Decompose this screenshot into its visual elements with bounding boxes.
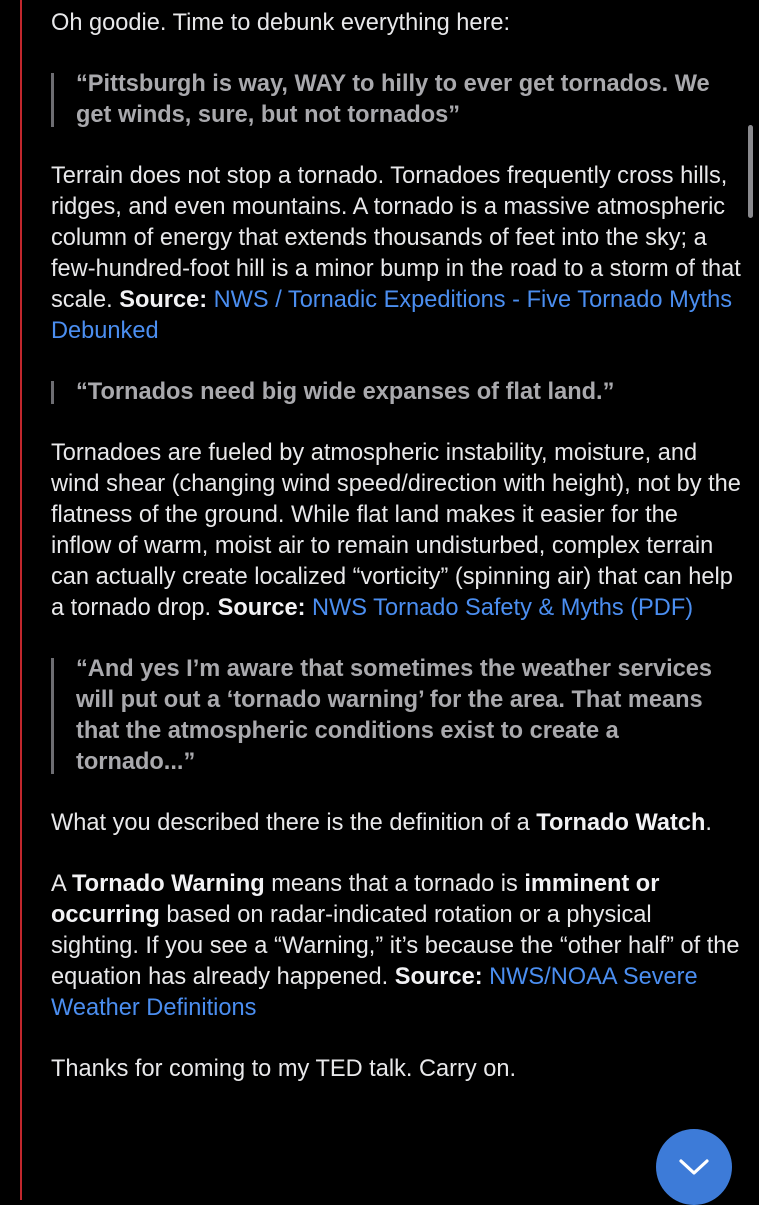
- closing-text: Thanks for coming to my TED talk. Carry on.: [51, 1056, 517, 1082]
- blockquote-3: [51, 654, 741, 778]
- blockquote-1: [51, 69, 741, 131]
- comment-body: [51, 8, 741, 1115]
- intro-text: Oh goodie. Time to debunk everything here:: [51, 10, 511, 36]
- blockquote-2: [51, 377, 741, 408]
- quote-text: “Pittsburgh is way, WAY to hilly to ever get tornados. We get winds, sure, but not tornados”: [76, 71, 710, 128]
- source-link-2[interactable]: NWS Tornado Safety & Myths (PDF): [312, 595, 694, 621]
- source-label: Source:: [217, 595, 306, 621]
- source-link-3[interactable]: NWS/NOAA Severe Weather Definitions: [51, 964, 698, 1021]
- source-label: Source:: [119, 287, 208, 313]
- scroll-down-button[interactable]: [656, 1129, 732, 1205]
- chevron-down-icon: [677, 1157, 711, 1177]
- paragraph-2: Tornadoes are fueled by atmospheric instability, moisture, and wind shear (changing wind speed/direction with height), not by the flatness of the ground. While flat land makes it easier for the inflow of warm, moist air to remain undisturbed, complex terrain can actually create localized “vorticity” (spinning air) that can help a tornado drop. Source: NWS Tornado Safety & Myths (PDF): [51, 440, 741, 621]
- quote-text: “And yes I’m aware that sometimes the weather services will put out a ‘tornado warning’ for the area. That means that the atmospheric conditions exist to create a tornado...”: [76, 656, 712, 775]
- paragraph-1: Terrain does not stop a tornado. Tornadoes frequently cross hills, ridges, and even mountains. A tornado is a massive atmospheric column of energy that extends thousands of feet into the sky; a few-hundred-foot hill is a minor bump in the road to a storm of that scale. Source: NWS / Tornadic Expeditions - Five Tornado Myths Debunked: [51, 163, 741, 344]
- source-link-1[interactable]: NWS / Tornadic Expeditions - Five Tornado Myths Debunked: [51, 287, 733, 344]
- source-label: Source:: [394, 964, 483, 990]
- paragraph-3: What you described there is the definition of a Tornado Watch.: [51, 810, 712, 836]
- quote-text: “Tornados need big wide expanses of flat land.”: [76, 379, 615, 405]
- scrollbar[interactable]: [748, 125, 753, 218]
- paragraph-4: A Tornado Warning means that a tornado is imminent or occurring based on radar-indicated rotation or a physical sighting. If you see a “Warning,” it’s because the “other half” of the equation has already happened. Source: NWS/NOAA Severe Weather Definitions: [51, 871, 740, 1021]
- thread-line[interactable]: [20, 0, 22, 1200]
